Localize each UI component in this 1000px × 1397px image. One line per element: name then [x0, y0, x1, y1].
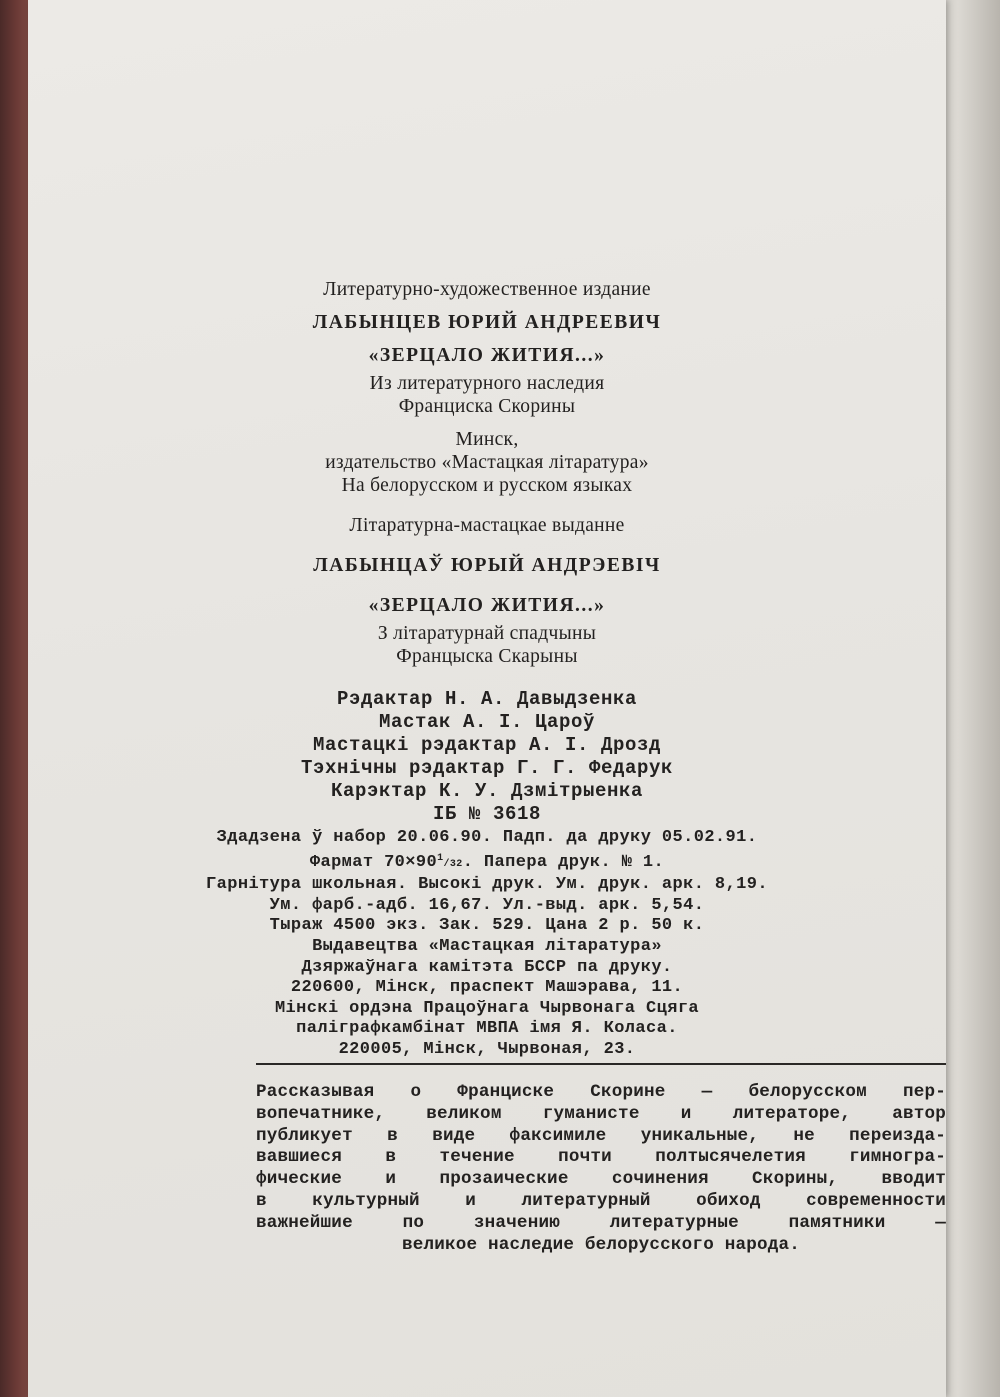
tech-line-printer-address: 220005, Мінск, Чырвоная, 23. — [338, 1039, 636, 1059]
tech-line-publisher-address: 220600, Мінск, праспект Машэрава, 11. — [290, 978, 684, 998]
annotation-line: в культурный и литературный обиход современности — [256, 1190, 946, 1211]
ru-edition-type: Литературно-художественное издание — [323, 279, 651, 300]
separator-rule — [256, 1063, 946, 1065]
technical-block — [28, 828, 946, 1061]
ru-languages: На белорусском и русском языках — [341, 475, 633, 496]
tech-line-print-run: Тыраж 4500 экз. Зак. 529. Цана 2 р. 50 к. — [269, 916, 705, 936]
ru-subtitle-2: Франциска Скорины — [398, 396, 576, 417]
book-page — [28, 0, 946, 1397]
format-sub: /32 — [443, 858, 463, 870]
be-subtitle-1: З літаратурнай спадчыны — [377, 623, 597, 644]
ru-author: ЛАБЫНЦЕВ ЮРИЙ АНДРЕЕВИЧ — [312, 312, 662, 333]
annotation-block — [256, 1082, 946, 1256]
tech-line-format — [28, 849, 946, 876]
annotation-line: вавшиеся в течение почти полтысячелетия гимногра- — [256, 1147, 946, 1168]
be-author: ЛАБЫНЦАЎ ЮРЫЙ АНДРЭЕВІЧ — [313, 555, 661, 576]
annotation-line: вопечатнике, великом гуманисте и литераторе, автор — [256, 1103, 946, 1124]
credits-block — [28, 688, 946, 826]
annotation-line: публикует в виде факсимиле уникальные, не переизда- — [256, 1125, 946, 1146]
be-subtitle-2: Францыска Скарыны — [396, 646, 578, 667]
credit-art-editor: Мастацкі рэдактар А. І. Дрозд — [312, 734, 662, 756]
be-title: «ЗЕРЦАЛО ЖИТИЯ...» — [368, 595, 606, 616]
format-suffix: . Папера друк. № 1. — [462, 852, 665, 872]
credit-tech-editor: Тэхнічны рэдактар Г. Г. Федарук — [300, 757, 674, 779]
annotation-line: Рассказывая о Франциске Скорине — белорусском пер- — [256, 1082, 946, 1102]
ru-title: «ЗЕРЦАЛО ЖИТИЯ...» — [368, 345, 606, 366]
format-sup: 1 — [437, 852, 444, 864]
tech-line-printer: Мінскі ордэна Працоўнага Чырвонага Сцяга — [274, 998, 700, 1018]
tech-line-publisher: Выдавецтва «Мастацкая літаратура» — [312, 936, 662, 956]
tech-line-committee: Дзяржаўнага камітэта БССР па друку. — [301, 957, 673, 977]
annotation-line: великое наследие белорусского народа. — [401, 1234, 801, 1255]
credit-corrector: Карэктар К. У. Дзмітрыенка — [330, 780, 644, 802]
ru-subtitle-1: Из литературного наследия — [369, 373, 605, 394]
annotation-line: важнейшие по значению литературные памятники — — [256, 1212, 946, 1233]
tech-line-sheets: Ум. фарб.-адб. 16,67. Ул.-выд. арк. 5,54. — [269, 895, 705, 915]
ru-city: Минск, — [455, 429, 519, 450]
annotation-line: фические и прозаические сочинения Скорины, вводит — [256, 1169, 946, 1190]
book-binding — [0, 0, 30, 1397]
tech-line-typeset: Здадзена ў набор 20.06.90. Падп. да друку 05.02.91. — [216, 828, 758, 847]
ru-publisher: издательство «Мастацкая літаратура» — [325, 452, 649, 473]
ib-number: ІБ № 3618 — [432, 803, 542, 825]
credit-artist: Мастак А. І. Цароў — [378, 711, 596, 733]
credit-editor: Рэдактар Н. А. Давыдзенка — [336, 688, 638, 710]
tech-line-printer-name: паліграфкамбінат МВПА імя Я. Коласа. — [296, 1019, 678, 1039]
format-prefix: Фармат 70×90 — [309, 852, 438, 872]
tech-line-font: Гарнітура школьная. Высокі друк. Ум. друк. арк. 8,19. — [206, 875, 768, 895]
imprint-block — [28, 278, 946, 1061]
be-edition-type: Літаратурна-мастацкае выданне — [349, 515, 625, 536]
